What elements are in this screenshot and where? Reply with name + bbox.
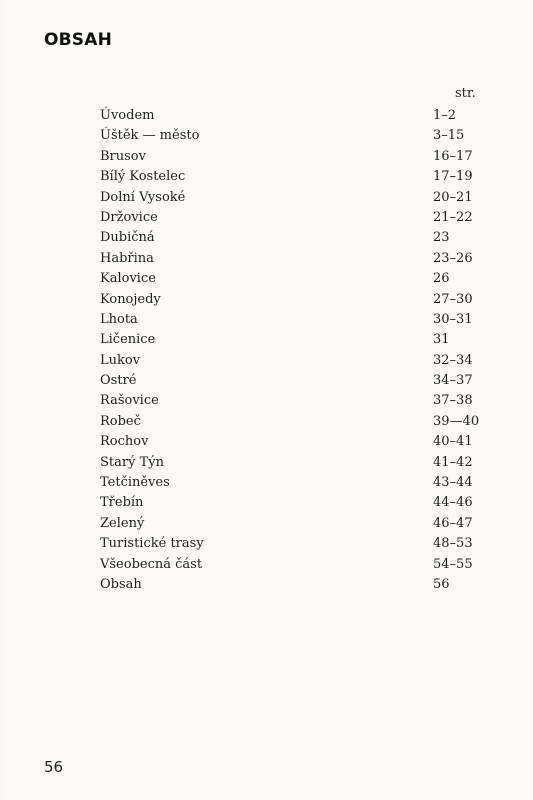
toc-row (100, 228, 490, 248)
toc-row (100, 412, 490, 432)
toc-entry-name: Starý Týn (100, 454, 164, 470)
toc-row (100, 249, 490, 269)
toc-entry-pages: 20–21 (433, 189, 473, 205)
toc-entry-name: Ličenice (100, 332, 156, 348)
toc-entry-name: Robeč (100, 413, 141, 429)
toc-row (100, 514, 490, 534)
toc-row (100, 575, 490, 595)
toc-entry-pages: 39—40 (433, 413, 480, 429)
toc-entry-name: Rašovice (100, 393, 159, 409)
toc-row (100, 147, 490, 167)
toc-row (100, 106, 490, 126)
toc-row (100, 371, 490, 391)
page-number: 56 (44, 758, 64, 776)
toc-entry-name: Rochov (100, 434, 149, 450)
toc-entry-pages: 16–17 (433, 148, 473, 164)
toc-entry-name: Držovice (100, 209, 158, 225)
toc-entry-name: Úvodem (100, 108, 155, 123)
toc-entry-pages: 32–34 (433, 352, 473, 368)
toc-entry-pages: 27–30 (433, 291, 473, 307)
toc-row (100, 432, 490, 452)
toc-entry-name: Dolní Vysoké (100, 189, 186, 205)
toc-entry-name: Bílý Kostelec (100, 169, 186, 185)
toc-entry-pages: 44–46 (433, 495, 473, 511)
toc-row (100, 269, 490, 289)
toc-row (100, 555, 490, 575)
toc-entry-pages: 31 (433, 332, 450, 348)
toc-row (100, 391, 490, 411)
toc-entry-pages: 46–47 (433, 515, 473, 531)
toc-row (100, 534, 490, 554)
toc-row (100, 453, 490, 473)
toc-entry-name: Ostré (100, 373, 137, 389)
toc-entry-name: Úštěk — město (100, 128, 200, 144)
toc-entry-pages: 1–2 (433, 108, 457, 123)
toc-entry-name: Brusov (100, 148, 146, 164)
toc-entry-pages: 23 (433, 230, 450, 246)
toc-row (100, 310, 490, 330)
toc-entry-name: Obsah (100, 576, 142, 592)
toc-entry-name: Všeobecná část (100, 556, 203, 572)
toc-entry-name: Třebín (100, 495, 144, 511)
toc-entry-name: Lukov (100, 352, 141, 368)
toc-entry-pages: 23–26 (433, 250, 473, 266)
toc-entry-name: Tetčiněves (100, 475, 170, 491)
toc-entry-pages: 34–37 (433, 373, 473, 389)
toc-entry-name: Dubičná (100, 230, 155, 246)
toc-entry-pages: 48–53 (433, 536, 473, 552)
toc-entry-name: Zelený (100, 515, 145, 531)
toc-entry-pages: 30–31 (433, 311, 473, 327)
toc-entry-pages: 37–38 (433, 393, 473, 409)
toc-entry-pages: 43–44 (433, 475, 473, 491)
toc-row (100, 188, 490, 208)
toc-entry-pages: 17–19 (433, 169, 473, 185)
toc-row (100, 290, 490, 310)
toc-entry-pages: 26 (433, 271, 450, 287)
table-of-contents (100, 106, 490, 595)
toc-entry-name: Habřina (100, 250, 154, 266)
pages-column-header: str. (455, 86, 476, 101)
toc-entry-pages: 54–55 (433, 556, 473, 572)
toc-row (100, 330, 490, 350)
toc-entry-name: Turistické trasy (100, 536, 204, 552)
toc-entry-pages: 21–22 (433, 209, 473, 225)
toc-entry-name: Konojedy (100, 291, 161, 307)
toc-entry-pages: 41–42 (433, 454, 473, 470)
toc-row (100, 351, 490, 371)
toc-row (100, 493, 490, 513)
toc-entry-pages: 40–41 (433, 434, 473, 450)
toc-row (100, 208, 490, 228)
toc-entry-pages: 3–15 (433, 128, 465, 144)
toc-row (100, 126, 490, 146)
toc-row (100, 473, 490, 493)
toc-row (100, 167, 490, 187)
toc-entry-name: Lhota (100, 311, 138, 327)
toc-entry-pages: 56 (433, 576, 450, 592)
toc-entry-name: Kalovice (100, 271, 156, 287)
page-title: OBSAH (44, 30, 113, 50)
